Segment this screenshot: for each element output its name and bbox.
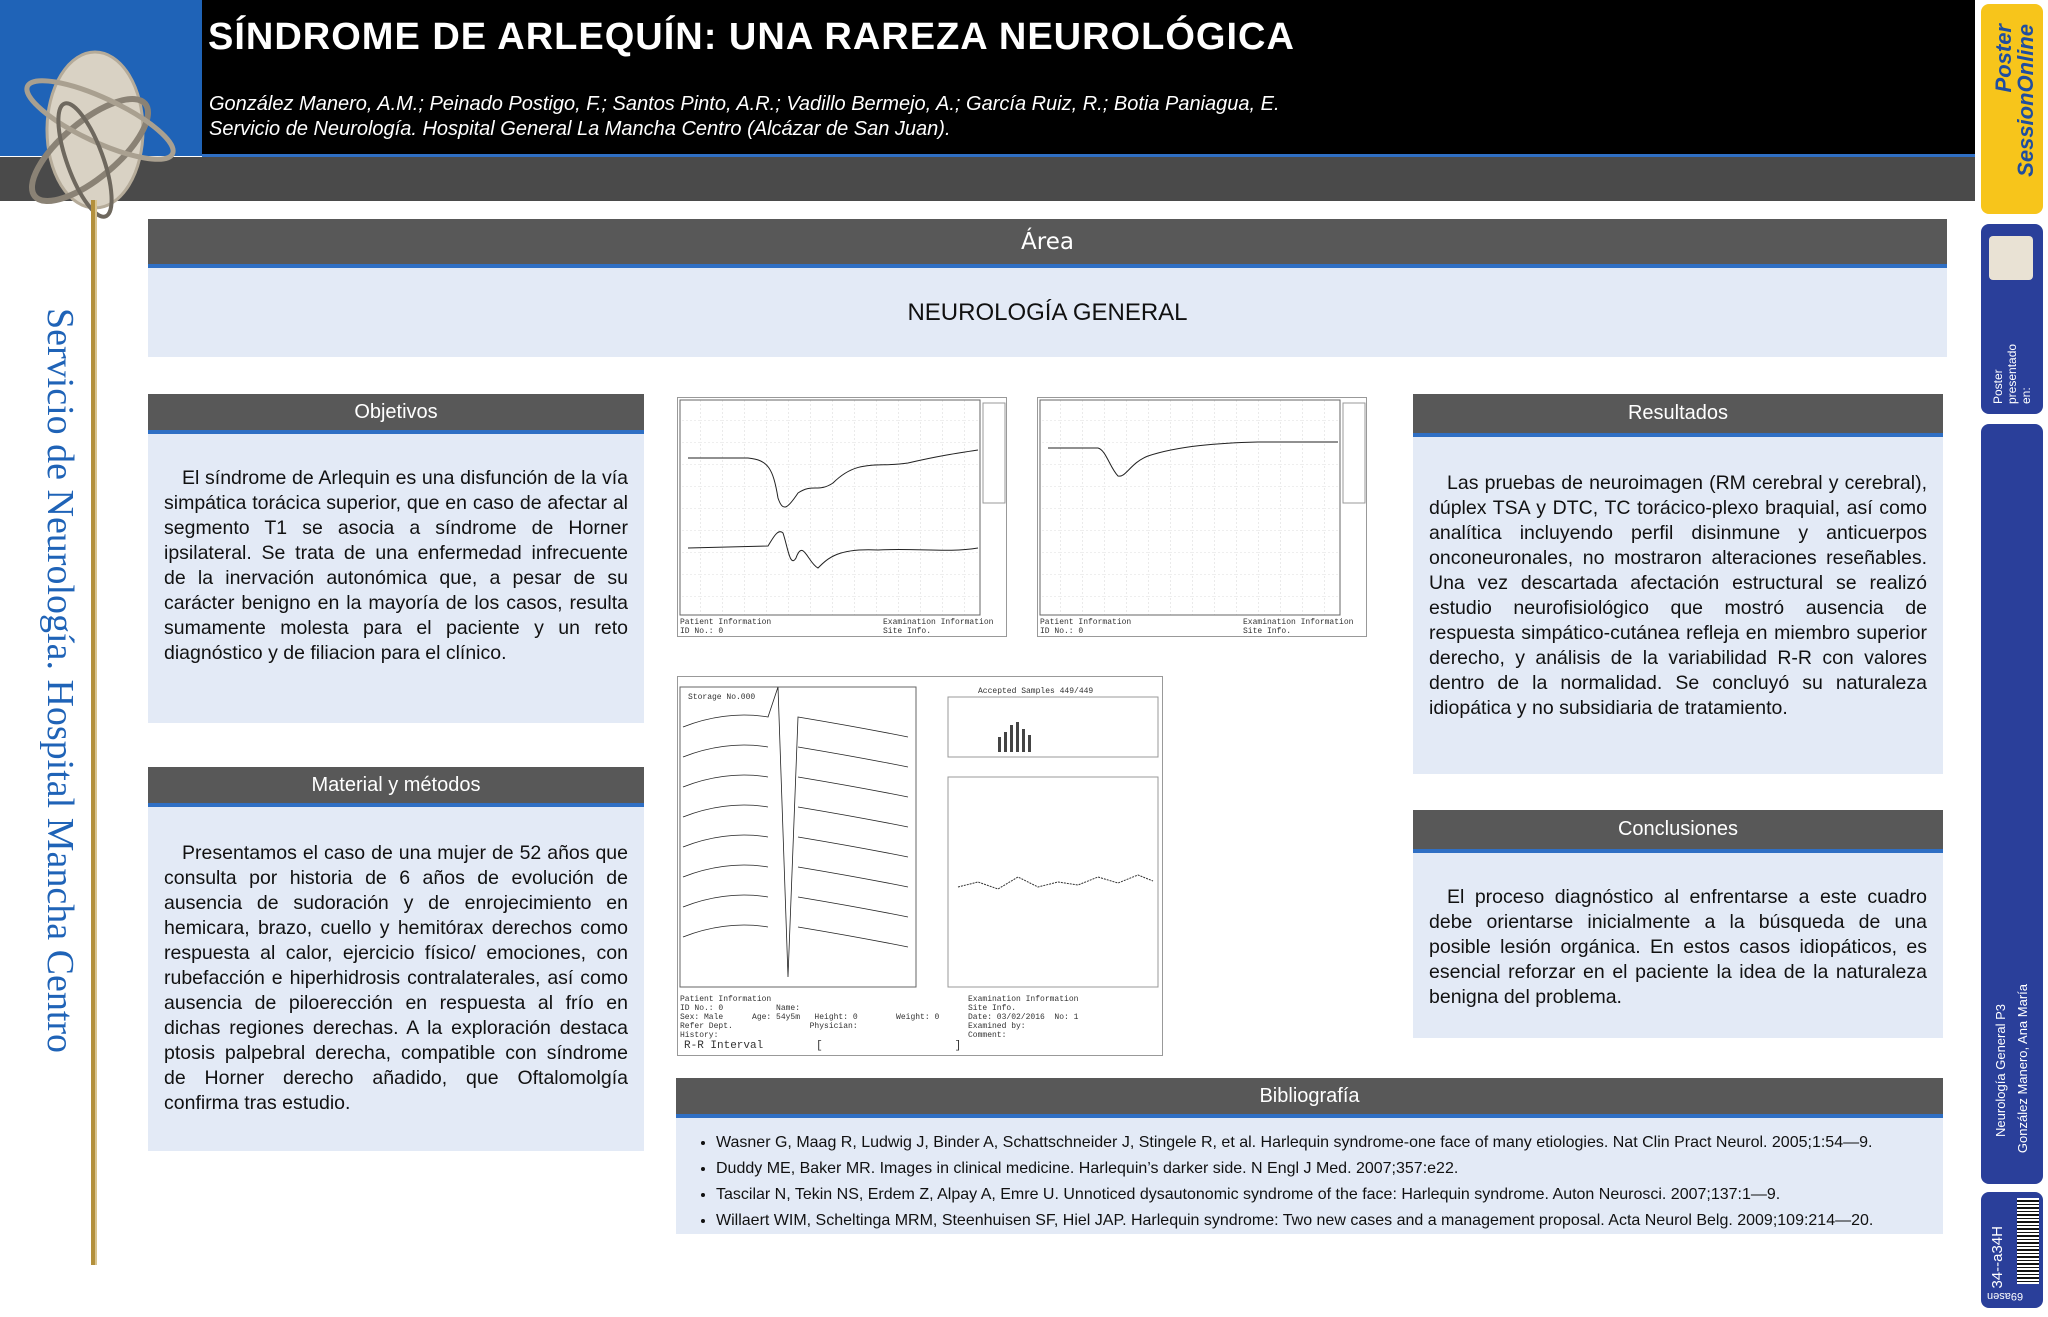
- fig3-patient-info: Patient Information ID No.: 0 Name: Sex: Male Age: 54y5m Height: 0 Weight: 0 Refer Dept. Physician: History:: [680, 995, 940, 1040]
- rr-interval-traces: [678, 677, 1163, 997]
- fig3-rr-interval-label: R-R Interval [ ]: [684, 1040, 962, 1052]
- bib-item: • Tascilar N, Tekin NS, Erdem Z, Alpay A, Emre U. Unnoticed dysautonomic syndrome of the face: Harlequin syndrome. Auton Neurosci. 2007;137:1—9.: [716, 1182, 1933, 1208]
- congress-logo-icon: [1989, 236, 2033, 280]
- material-heading: Material y métodos: [148, 767, 644, 807]
- figure-sympathetic-skin-response-2: [1037, 397, 1367, 637]
- objetivos-heading: Objetivos: [148, 394, 644, 434]
- resultados-heading: Resultados: [1413, 394, 1943, 437]
- figure-sympathetic-skin-response-1: [677, 397, 1007, 637]
- objetivos-panel: [148, 434, 644, 723]
- poster-code: 34--a34H: [1989, 1226, 2006, 1289]
- presenter-name: González Manero, Ana María: [2015, 984, 2030, 1154]
- authors-list: González Manero, A.M.; Peinado Postigo, F.; Santos Pinto, A.R.; Vadillo Bermejo, A.; García Ruiz, R.; Botia Paniagua, E.: [209, 93, 1280, 115]
- header-gray-band: [0, 157, 1975, 201]
- vertical-hospital-name: Servicio de Neurología. Hospital Mancha Centro: [39, 308, 81, 1054]
- org-code: 69asen: [1987, 1290, 2024, 1302]
- resultados-text: Las pruebas de neuroimagen (RM cerebral y cerebral), dúplex TSA y DTC, TC torácico-plexo braquial, así como analítica incluyendo perfil disinmune y anticuerpos onconeuronales, no mostraron alteraciones reseñables. Una vez descartada afectación estructural se realizó estudio neurofisiológico que mostró ausencia de respuesta simpático-cutánea refleja en miembro superior derecho, y análisis de la variabilidad R-R con valores dentro de la normalidad. Se concluyó su naturaleza idiopática y no subsidiaria de tratamiento.: [1429, 472, 1927, 719]
- material-text: Presentamos el caso de una mujer de 52 años que consulta por historia de 6 años de evolución de ausencia de sudoración y de enrojecimiento en hemicara, brazo, cuello y hemitórax derechos como respuesta al calor, ejercicio físico/ emociones, con rubefacción e hiperhidrosis contralaterales, así como ausencia de piloerección en respuesta al frío en dichas regiones derechas. A la exploración destaca ptosis palpebral derecha, compatible con síndrome de Horner derecho añadido, que Oftalomolgía confirma tras estudio.: [164, 842, 628, 1114]
- poster-title: SÍNDROME DE ARLEQUÍN: UNA RAREZA NEUROLÓGICA: [208, 16, 1295, 58]
- fig1-exam-info: Examination Information Site Info.: [883, 618, 994, 636]
- affiliation: Servicio de Neurología. Hospital General La Mancha Centro (Alcázar de San Juan).: [209, 118, 951, 140]
- resultados-panel: [1413, 437, 1943, 774]
- conclusiones-text: El proceso diagnóstico al enfrentarse a este cuadro debe orientarse inicialmente a la búsqueda de una posible lesión orgánica. En estos casos idiopáticos, es esencial reforzar en el paciente la idea de la naturaleza benigna del problema.: [1429, 886, 1927, 1008]
- brand-session-online: SessionOnline: [2013, 24, 2038, 177]
- brand-poster: Poster: [1991, 24, 2016, 93]
- session-info-panel: [1981, 424, 2043, 1184]
- fig1-patient-info: Patient Information ID No.: 0: [680, 618, 772, 636]
- figure-rr-interval-analysis: [677, 676, 1163, 1056]
- sweat-response-trace-2: [1038, 398, 1367, 637]
- conclusiones-heading: Conclusiones: [1413, 810, 1943, 853]
- bib-item: • Duddy ME, Baker MR. Images in clinical medicine. Harlequin’s darker side. N Engl J Med. 2007;357:e22.: [716, 1156, 1933, 1182]
- fig2-patient-info: Patient Information ID No.: 0: [1040, 618, 1132, 636]
- presented-label: Poster presentado en:: [1991, 343, 2033, 404]
- fig3-exam-info: Examination Information Site Info. Date: 03/02/2016 No: 1 Examined by: Comment:: [968, 995, 1079, 1040]
- material-panel: [148, 807, 644, 1151]
- authors-block: [209, 92, 1280, 142]
- sweat-response-trace-1: [678, 398, 1007, 637]
- area-value: NEUROLOGÍA GENERAL: [148, 268, 1947, 357]
- bib-item: • Willaert WIM, Scheltinga MRM, Steenhuisen SF, Hiel JAP. Harlequin syndrome: Two new cases and a management proposal. Acta Neurol Belg. 2009;109:214—20.: [716, 1208, 1933, 1234]
- presented-at-panel: [1981, 224, 2043, 414]
- barcode-icon: [2017, 1198, 2039, 1284]
- bibliography-list: [686, 1130, 1933, 1234]
- bibliografia-panel: [676, 1118, 1943, 1234]
- fig2-exam-info: Examination Information Site Info.: [1243, 618, 1354, 636]
- bib-item: • Wasner G, Maag R, Ludwig J, Binder A, Schattschneider J, Stingele R, et al. Harlequin syndrome-one face of many etiologies. Nat Clin Pract Neurol. 2005;1:54—9.: [716, 1130, 1933, 1156]
- postersessiononline-badge[interactable]: [1981, 4, 2043, 214]
- bibliografia-heading: Bibliografía: [676, 1078, 1943, 1118]
- session-label: Neurología General P3: [1993, 1004, 2008, 1137]
- fig3-histogram-label: Accepted Samples 449/449: [978, 687, 1094, 696]
- area-heading: Área: [148, 219, 1947, 268]
- conclusiones-panel: [1413, 853, 1943, 1038]
- poster-code-panel: [1981, 1192, 2043, 1308]
- objetivos-text: El síndrome de Arlequin es una disfunción de la vía simpática torácica superior, que en caso de afectar al segmento T1 se asocia a síndrome de Horner ipsilateral. Se trata de una enfermedad infrecuente de la inervación autonómica que, a pesar de su carácter benigno en la mayoría de los casos, resulta sumamente molesta para el paciente y un reto diagnóstico y de filiacion para el clínico.: [164, 467, 628, 664]
- fig3-storage-label: Storage No.000: [688, 693, 756, 702]
